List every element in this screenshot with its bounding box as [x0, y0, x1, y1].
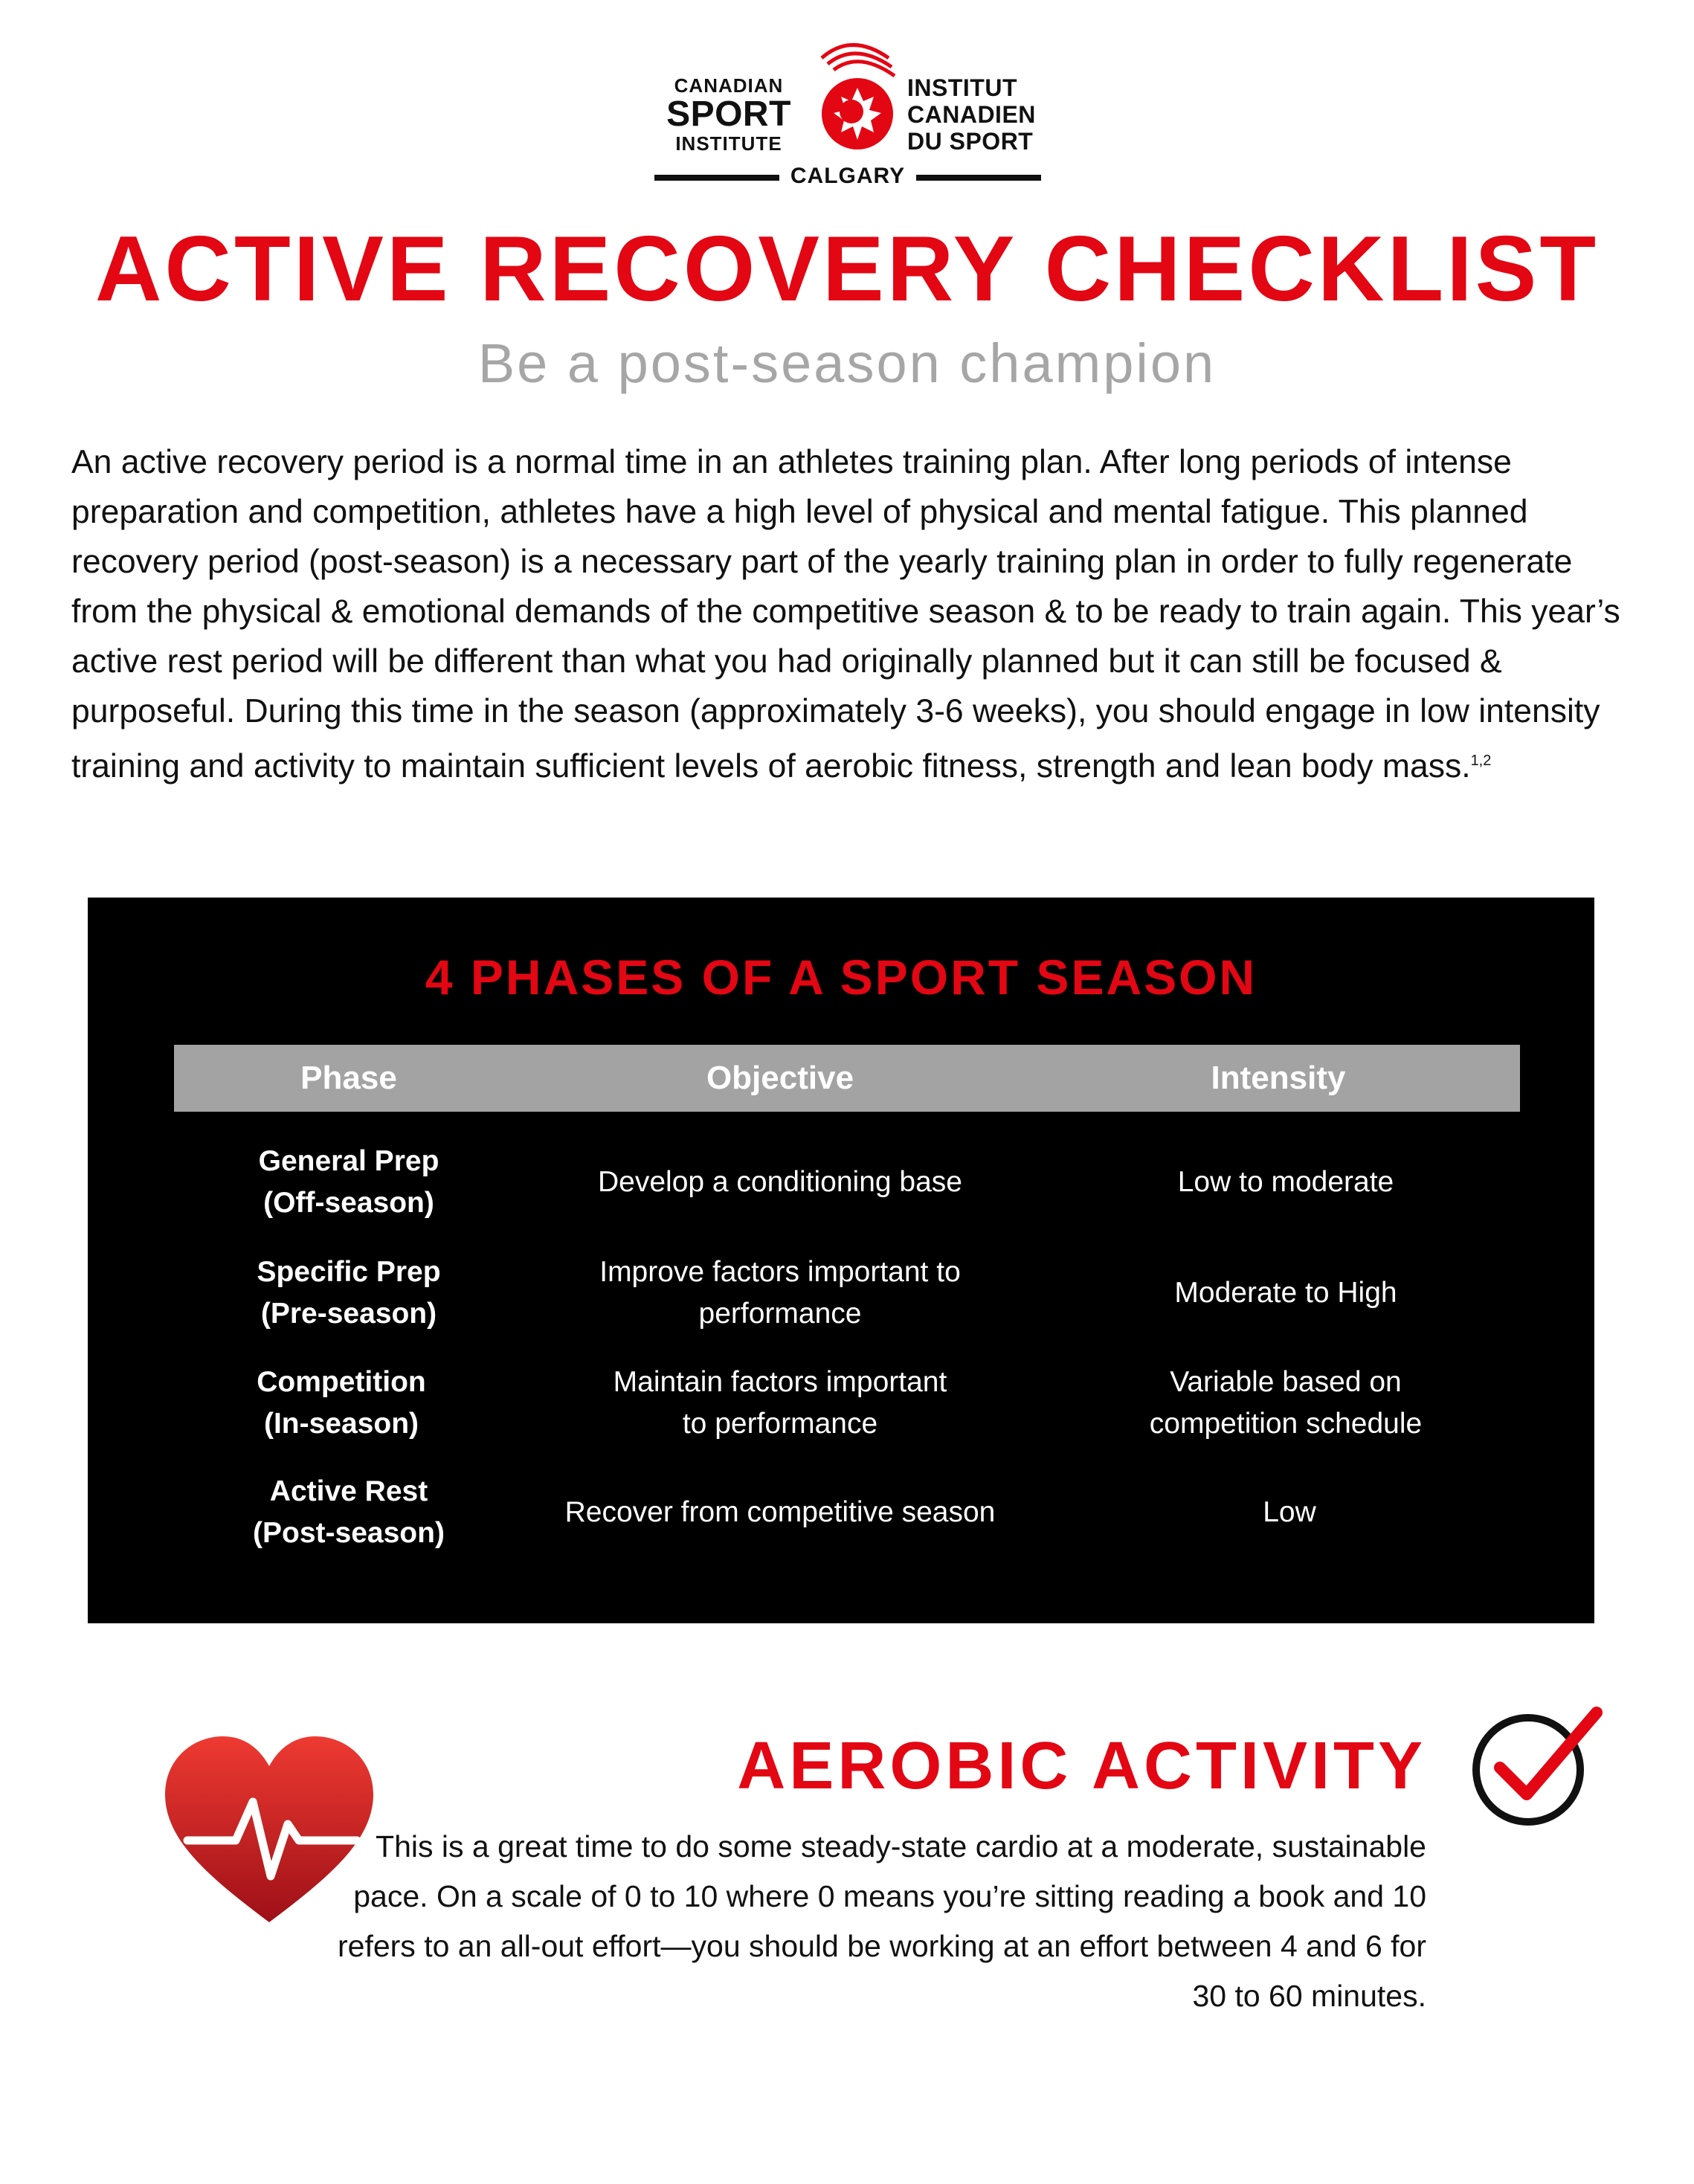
phase-cell: [174, 1134, 524, 1231]
table-row: [174, 1245, 1520, 1341]
intensity-text: Moderate to High: [1174, 1277, 1397, 1309]
intensity-text: Low: [1263, 1496, 1316, 1528]
intensity-text: competition schedule: [1149, 1408, 1423, 1440]
phase-name: Competition: [257, 1366, 426, 1398]
phase-cell: [174, 1355, 509, 1452]
table-row: [174, 1464, 1520, 1561]
phase-season: (Post-season): [253, 1517, 445, 1549]
checkmark-circle-icon: [1469, 1699, 1606, 1829]
header-objective: Objective: [706, 1060, 854, 1096]
phases-table-header: [174, 1045, 1520, 1112]
logo-french-name: [907, 76, 1041, 156]
objective-text: Develop a conditioning base: [597, 1166, 962, 1198]
phases-title: 4 PHASES OF A SPORT SEASON: [425, 950, 1257, 1005]
phases-panel: [88, 898, 1594, 1623]
logo-fr-line1: INSTITUT: [907, 74, 1017, 101]
objective-cell: [524, 1355, 1037, 1452]
intensity-text: Variable based on: [1170, 1366, 1402, 1398]
phase-name: Active Rest: [269, 1475, 428, 1507]
intensity-cell: [1037, 1245, 1535, 1341]
intensity-cell: [1037, 1464, 1542, 1561]
institute-logo: [654, 28, 1041, 201]
logo-fr-line3: DU SPORT: [907, 128, 1034, 155]
phase-season: (Off-season): [263, 1187, 434, 1219]
logo-rule-left: [654, 175, 779, 181]
header-intensity: Intensity: [1211, 1060, 1346, 1096]
phase-name: General Prep: [258, 1145, 439, 1177]
objective-text: to performance: [682, 1408, 878, 1440]
logo-en-line3: INSTITUTE: [675, 132, 782, 155]
phase-name: Specific Prep: [257, 1256, 441, 1288]
intensity-cell: [1037, 1134, 1535, 1231]
objective-text: Improve factors important to: [599, 1256, 961, 1288]
logo-rule-right: [916, 175, 1041, 181]
objective-cell: [524, 1464, 1037, 1561]
page-title: ACTIVE RECOVERY CHECKLIST: [94, 218, 1600, 320]
table-row: [174, 1134, 1520, 1231]
objective-text: Recover from competitive season: [564, 1496, 996, 1528]
intro-text: An active recovery period is a normal time in an athletes training plan. After long periods of intense preparation and competition, athletes have a high level of physical and mental fatigue. This planned recovery period (post-season) is a necessary part of the yearly training plan in order to fully regenerate from the physical & emotional demands of the competitive season & to be ready to train again. This year’s active rest period will be different than what you had originally planned but it can still be focused & purposeful. During this time in the season (approximately 3-6 weeks), you should engage in low intensity training and activity to maintain sufficient levels of aerobic fitness, strength and lean body mass.: [71, 444, 1620, 785]
phase-season: (In-season): [263, 1408, 419, 1440]
intensity-cell: [1037, 1355, 1535, 1452]
page-subtitle: Be a post-season champion: [477, 332, 1217, 394]
logo-english-name: [654, 76, 803, 153]
phase-season: (Pre-season): [260, 1298, 437, 1330]
logo-en-line1: CANADIAN: [674, 74, 784, 97]
objective-text: performance: [698, 1298, 862, 1330]
maple-leaf-logo-icon: [799, 28, 911, 155]
objective-cell: [524, 1245, 1037, 1341]
aerobic-title: AEROBIC ACTIVITY: [737, 1729, 1426, 1803]
objective-cell: [524, 1134, 1037, 1231]
phase-cell: [174, 1464, 524, 1561]
intro-paragraph: [71, 437, 1640, 791]
logo-fr-line2: CANADIEN: [907, 101, 1036, 128]
objective-text: Maintain factors important: [613, 1366, 947, 1398]
aerobic-paragraph: This is a great time to do some steady-state cardio at a moderate, sustainable pace. On a scale of 0 to 10 where 0 means you’re sitting reading a book and 10 refers to an all-out effort—you should be working at an effort between 4 and 6 for 30 to 60 minutes.: [338, 1829, 1426, 2013]
logo-en-line2: SPORT: [666, 94, 791, 134]
header-phase: Phase: [300, 1060, 397, 1096]
table-row: [174, 1355, 1520, 1452]
intensity-text: Low to moderate: [1177, 1166, 1394, 1198]
phase-cell: [174, 1245, 524, 1341]
logo-city: CALGARY: [790, 164, 906, 188]
intro-footnote: 1,2: [1470, 753, 1492, 769]
